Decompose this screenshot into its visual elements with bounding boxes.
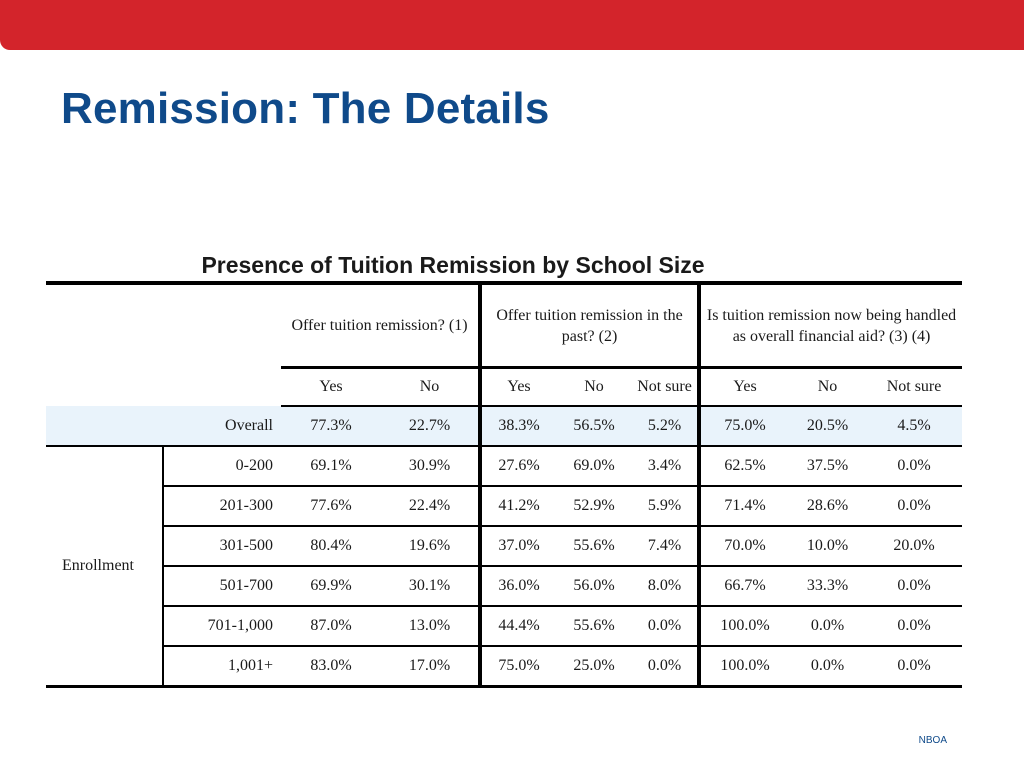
value-cell: 30.9%	[381, 446, 480, 486]
value-cell: 0.0%	[866, 566, 962, 606]
value-cell: 33.3%	[789, 566, 866, 606]
subheader-cell: Yes	[699, 368, 789, 407]
value-cell: 22.4%	[381, 486, 480, 526]
group-header-past: Offer tuition remission in the past? (2)	[480, 283, 699, 368]
value-cell: 69.0%	[556, 446, 632, 486]
value-cell: 0.0%	[866, 446, 962, 486]
value-cell: 22.7%	[381, 406, 480, 446]
table-row	[46, 526, 962, 566]
value-cell: 36.0%	[480, 566, 556, 606]
value-cell: 25.0%	[573, 657, 615, 674]
value-cell: 10.0%	[789, 526, 866, 566]
value-cell: 41.2%	[480, 486, 556, 526]
value-cell: 44.4%	[480, 606, 556, 646]
subheader-cell: No	[556, 368, 632, 407]
value-cell: 77.6%	[281, 486, 381, 526]
table-row	[46, 446, 962, 486]
value-cell: 20.0%	[866, 526, 962, 566]
table-row	[46, 646, 962, 687]
table-title-text: Presence of Tuition Remission by School Size	[201, 252, 705, 278]
footer-label: NBOA	[918, 735, 947, 746]
value-cell: 83.0%	[310, 657, 352, 674]
value-cell: 4.5%	[866, 406, 962, 446]
slide-title: Remission: The Details	[61, 84, 550, 133]
subheader-cell: Yes	[480, 368, 556, 407]
group-header-offer: Offer tuition remission? (1)	[281, 283, 480, 368]
blank-corner-sub	[46, 368, 281, 407]
subheader-cell: Not sure	[632, 368, 699, 407]
value-cell: 87.0%	[281, 606, 381, 646]
overall-row	[46, 406, 962, 446]
value-cell: 0.0%	[866, 606, 962, 646]
overall-label: Overall	[46, 406, 281, 446]
value-cell: 66.7%	[699, 566, 789, 606]
subheader-cell: Not sure	[866, 368, 962, 407]
value-cell: 30.1%	[381, 566, 480, 606]
value-cell: 100.0%	[699, 606, 789, 646]
value-cell: 56.0%	[556, 566, 632, 606]
value-cell: 7.4%	[632, 526, 699, 566]
value-cell: 62.5%	[699, 446, 789, 486]
remission-table	[46, 281, 962, 688]
value-cell: 27.6%	[480, 446, 556, 486]
value-cell: 75.0%	[699, 406, 789, 446]
value-cell: 0.0%	[866, 486, 962, 526]
table-row	[46, 566, 962, 606]
value-cell: 13.0%	[381, 606, 480, 646]
value-cell: 0.0%	[897, 657, 931, 674]
value-cell: 37.0%	[480, 526, 556, 566]
value-cell: 77.3%	[281, 406, 381, 446]
value-cell: 0.0%	[632, 606, 699, 646]
row-label: 201-300	[163, 486, 281, 526]
group-header-row	[46, 283, 962, 368]
value-cell: 8.0%	[632, 566, 699, 606]
value-cell: 56.5%	[556, 406, 632, 446]
value-cell: 17.0%	[408, 657, 451, 674]
value-cell: 5.2%	[632, 406, 699, 446]
value-cell: 0.0%	[810, 657, 845, 674]
value-cell: 55.6%	[556, 606, 632, 646]
value-cell: 80.4%	[281, 526, 381, 566]
value-cell: 20.5%	[789, 406, 866, 446]
value-cell: 0.0%	[647, 657, 682, 674]
table-row	[46, 606, 962, 646]
value-cell: 52.9%	[556, 486, 632, 526]
value-cell: 70.0%	[699, 526, 789, 566]
value-cell: 71.4%	[699, 486, 789, 526]
value-cell: 69.9%	[281, 566, 381, 606]
subheader-cell: No	[789, 368, 866, 407]
value-cell: 38.3%	[480, 406, 556, 446]
value-cell: 28.6%	[789, 486, 866, 526]
row-label: 1,001+	[163, 646, 281, 687]
row-label: 0-200	[163, 446, 281, 486]
value-cell: 0.0%	[789, 606, 866, 646]
blank-corner	[46, 283, 281, 368]
subheader-row	[46, 368, 962, 407]
row-label: 501-700	[163, 566, 281, 606]
value-cell: 19.6%	[381, 526, 480, 566]
value-cell: 55.6%	[556, 526, 632, 566]
top-accent-bar	[0, 0, 1024, 50]
value-cell: 5.9%	[632, 486, 699, 526]
subheader-cell: No	[381, 368, 480, 407]
value-cell: 75.0%	[480, 646, 556, 687]
row-label: 301-500	[163, 526, 281, 566]
value-cell: 37.5%	[789, 446, 866, 486]
value-cell: 69.1%	[281, 446, 381, 486]
enrollment-label: Enrollment	[46, 446, 163, 687]
table-title	[46, 252, 960, 279]
value-cell: 100.0%	[699, 646, 789, 687]
subheader-cell: Yes	[281, 368, 381, 407]
value-cell: 3.4%	[632, 446, 699, 486]
group-header-financial-aid: Is tuition remission now being handled as overall financial aid? (3) (4)	[699, 283, 962, 368]
row-label: 701-1,000	[163, 606, 281, 646]
table-row	[46, 486, 962, 526]
